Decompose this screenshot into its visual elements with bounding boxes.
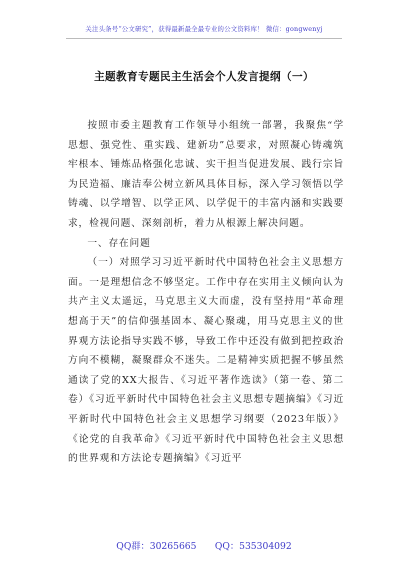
paragraph-intro: 按照市委主题教育工作领导小组统一部署，我聚焦“学思想、强党性、重实践、建新功”总要求，对照凝心铸魂筑牢根本、锤炼品格强化忠诚、实干担当促进发展、践行宗旨为民造福、廉洁奉公树立新风具体目标，深入学习领悟以学铸魂、以学增智、以学正风、以学促干的丰富内涵和实践要求，检视问题、深刻剖析，着力从根源上解决问题。	[68, 120, 344, 229]
section-heading-problems: 一、存在问题	[87, 237, 151, 249]
document-title: 主题教育专题民主生活会个人发言提纲（一）	[94, 71, 314, 83]
header-divider	[66, 38, 342, 39]
header-promo: 关注头条号“公文研究”，获得最新最全最专业的公文资料库！ 微信：gongwenyj	[85, 25, 323, 33]
paragraph-problem-1: （一）对照学习习近平新时代中国特色社会主义思想方面。一是理想信念不够坚定。工作中存在实用主义倾向认为共产主义太遥远，马克思主义大而虚，没有坚持用“革命理想高于天”的信仰强基固本、凝心聚魂，用马克思主义的世界观方法论指导实践不够，导致工作中还没有做到把控政治方向不模糊，凝聚群众不迷失。二是精神实质把握不够虽然通读了党的XX大报告、《习近平著作选读》（第一卷、第二卷）《习近平新时代中国特色社会主义思想专题摘编》《习近平新时代中国特色社会主义思想学习纲要（2023年版）》《论党的自我革命》《习近平新时代中国特色社会主义思想的世界观和方法论专题摘编》《习近平	[68, 257, 344, 465]
footer-contact: QQ群：30265665 QQ：535304092	[116, 541, 292, 552]
document-body	[68, 116, 344, 469]
